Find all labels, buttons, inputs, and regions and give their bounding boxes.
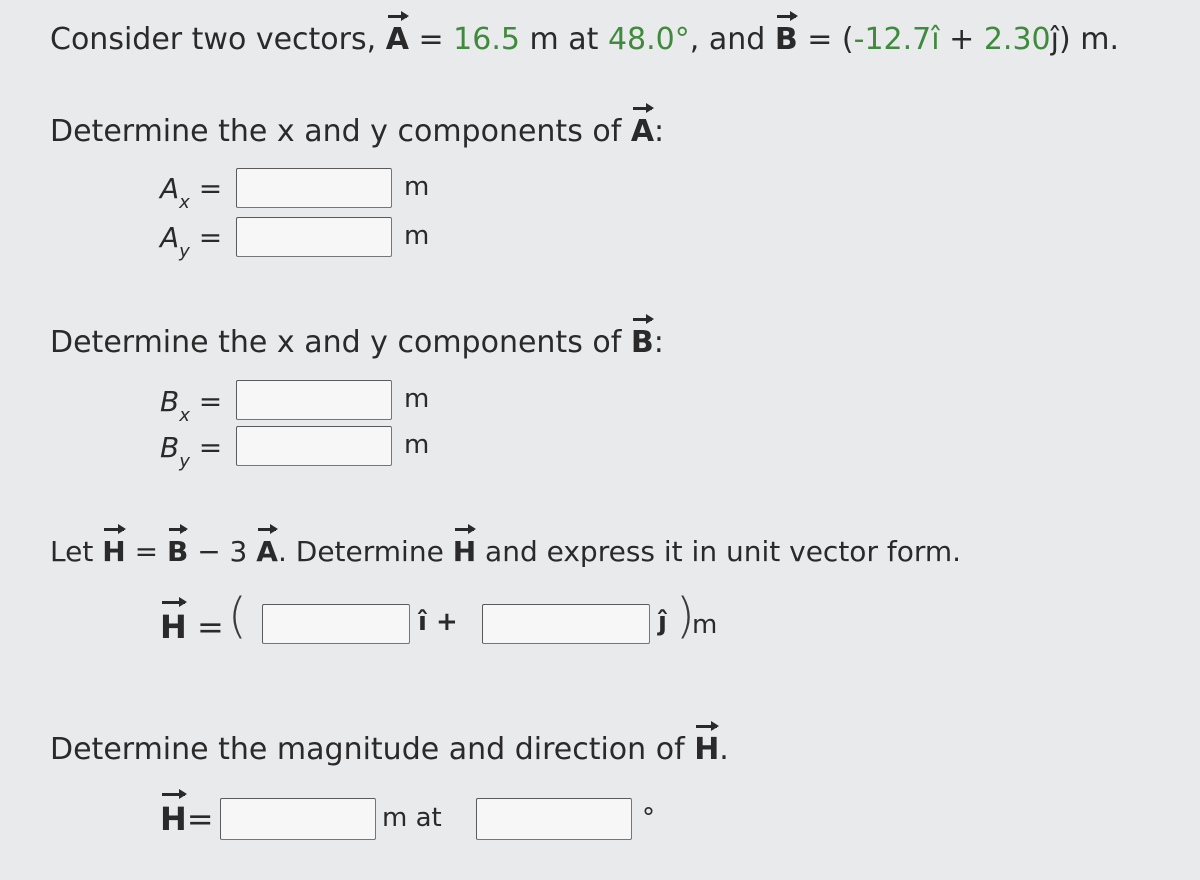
problem-statement xyxy=(50,22,1119,57)
ay-input[interactable] xyxy=(236,217,392,257)
h-vector-symbol: H xyxy=(102,535,126,568)
and-text: , and xyxy=(689,22,766,57)
section-mag-vector: H xyxy=(694,732,720,767)
section-mag-period: . xyxy=(719,732,729,767)
section-mag-heading xyxy=(50,732,729,767)
a-angle: 48.0° xyxy=(607,22,690,57)
vector-b-symbol: B xyxy=(774,22,798,57)
by-input[interactable] xyxy=(236,426,392,466)
section-a-vector: A xyxy=(630,114,655,149)
h-answer-symbol: H xyxy=(160,608,187,646)
h-y-input[interactable] xyxy=(482,604,650,644)
by-symbol: B xyxy=(160,431,180,464)
let-text: Let xyxy=(50,535,94,568)
h-mag-unit: m at xyxy=(382,803,442,833)
ax-subscript: x xyxy=(179,192,190,213)
a-magnitude: 16.5 xyxy=(453,22,520,57)
h-vector-symbol-2: H xyxy=(452,535,477,568)
b-y-value: 2.30 xyxy=(983,22,1051,57)
by-unit: m xyxy=(404,430,430,460)
h-mag-symbol: H xyxy=(160,800,187,838)
degree-symbol: ° xyxy=(642,803,655,833)
h-eq: = xyxy=(134,535,159,568)
section-b-heading xyxy=(50,325,664,360)
ax-input[interactable] xyxy=(236,168,392,208)
h-answer-eq: = xyxy=(196,608,224,646)
j-hat-label: ĵ xyxy=(658,607,667,637)
b-i-hat: î xyxy=(931,22,940,57)
open-paren: ( xyxy=(228,588,247,644)
bx-symbol: B xyxy=(160,385,180,418)
bx-unit: m xyxy=(404,384,430,414)
ay-label: $A_y$ = xyxy=(160,221,223,262)
section-a-text: Determine the x and y components of xyxy=(50,114,622,149)
minus-three: − 3 xyxy=(197,535,248,568)
ay-symbol: A xyxy=(160,221,180,254)
a-unit-text: m at xyxy=(529,22,599,57)
determine-text: . Determine xyxy=(277,535,444,568)
ay-subscript: y xyxy=(179,241,190,262)
section-mag-text: Determine the magnitude and direction of xyxy=(50,732,685,767)
ax-label: $A_x$ = xyxy=(160,172,223,213)
vector-a-symbol: A xyxy=(385,22,409,57)
ax-symbol: A xyxy=(160,172,180,205)
by-label: $B_y$ = xyxy=(160,431,223,472)
h-x-input[interactable] xyxy=(262,604,410,644)
b-j-hat: ĵ xyxy=(1050,22,1059,57)
plus-sign: + xyxy=(949,22,975,57)
h-magnitude-input[interactable] xyxy=(220,798,376,840)
h-unit: m xyxy=(692,610,718,640)
section-b-colon: : xyxy=(653,325,664,360)
unit-vector-form-text: and express it in unit vector form. xyxy=(485,535,962,568)
section-b-vector: B xyxy=(630,325,654,360)
bx-label: $B_x$ = xyxy=(160,385,223,426)
section-h-heading xyxy=(50,535,961,568)
h-direction-input[interactable] xyxy=(476,798,632,840)
h-mag-label xyxy=(160,800,214,838)
intro-text: Consider two vectors, xyxy=(50,22,377,57)
h-mag-eq: = xyxy=(186,800,214,838)
b-x-value: -12.7 xyxy=(853,22,932,57)
section-a-colon: : xyxy=(654,114,665,149)
b-vector-symbol: B xyxy=(166,535,189,568)
ax-unit: m xyxy=(404,172,430,202)
b-suffix: ) m. xyxy=(1058,22,1119,57)
close-paren: ) xyxy=(676,588,695,644)
a-vector-symbol: A xyxy=(256,535,278,568)
h-answer-label xyxy=(160,608,224,646)
bx-input[interactable] xyxy=(236,380,392,420)
b-expr-prefix: = ( xyxy=(807,22,854,57)
section-b-text: Determine the x and y components of xyxy=(50,325,622,360)
by-subscript: y xyxy=(179,451,190,472)
ay-unit: m xyxy=(404,221,430,251)
bx-subscript: x xyxy=(179,405,190,426)
i-hat-label: î + xyxy=(418,607,458,637)
equals-sign: = xyxy=(418,22,444,57)
section-a-heading xyxy=(50,114,664,149)
